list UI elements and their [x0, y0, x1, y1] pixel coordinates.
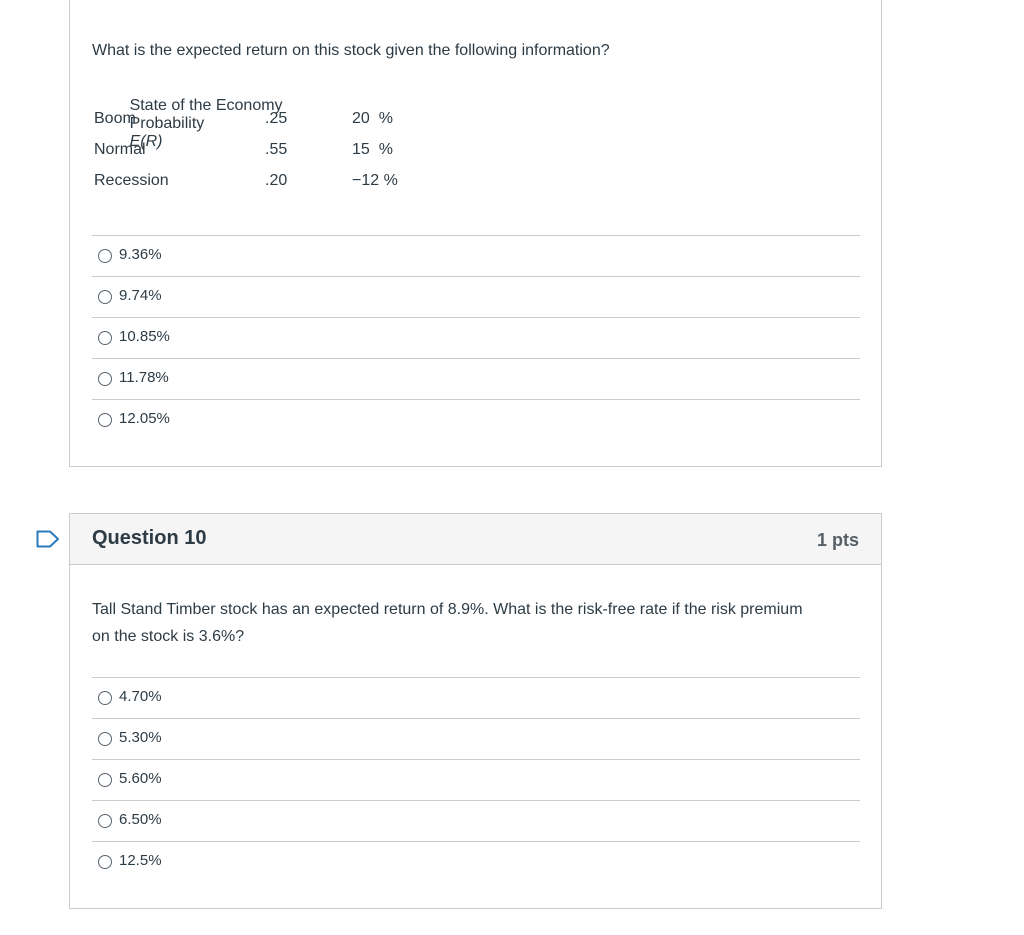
answer-option[interactable] [92, 276, 860, 317]
answer-label[interactable]: 11.78% [119, 369, 169, 386]
question-title: Question 10 [92, 527, 207, 549]
radio-icon[interactable] [98, 290, 112, 304]
radio-icon[interactable] [98, 249, 112, 263]
answer-label[interactable]: 5.60% [119, 770, 162, 787]
answer-option[interactable] [92, 841, 860, 882]
radio-icon[interactable] [98, 855, 112, 869]
header-state: State of the Economy Probability E(R) [129, 97, 283, 150]
radio-icon[interactable] [98, 331, 112, 345]
answer-option[interactable] [92, 718, 860, 759]
answer-label[interactable]: 12.5% [119, 852, 162, 869]
radio-icon[interactable] [98, 814, 112, 828]
answer-option[interactable] [92, 235, 860, 276]
answer-label[interactable]: 9.74% [119, 287, 162, 304]
radio-icon[interactable] [98, 413, 112, 427]
answer-label[interactable]: 10.85% [119, 328, 170, 345]
radio-icon[interactable] [98, 691, 112, 705]
answer-option[interactable] [92, 317, 860, 358]
answer-option[interactable] [92, 358, 860, 399]
answer-label[interactable]: 5.30% [119, 729, 162, 746]
answer-option[interactable] [92, 800, 860, 841]
question-10-text: Tall Stand Timber stock has an expected return of 8.9%. What is the risk-free rate if the risk premium on the stock is 3.6%? [92, 601, 803, 645]
question-10-answers [92, 677, 860, 882]
question-9-answers [92, 235, 860, 440]
radio-icon[interactable] [98, 732, 112, 746]
question-10-card [69, 513, 882, 909]
answer-option[interactable] [92, 759, 860, 800]
radio-icon[interactable] [98, 773, 112, 787]
question-points: 1 pts [816, 530, 859, 550]
answer-label[interactable]: 4.70% [119, 688, 162, 705]
answer-label[interactable]: 12.05% [119, 410, 170, 427]
answer-option[interactable] [92, 399, 860, 440]
radio-icon[interactable] [98, 372, 112, 386]
bookmark-flag-icon[interactable] [36, 530, 60, 548]
answer-option[interactable] [92, 677, 860, 718]
question-9-card: What is the expected return on this stock given the following information? State of the Economy Probability E(R) Boom .25 20 % Normal .55 15 % Recession .20 −12 % 9.36% 9.74% 10.85% 11.78% 12.05% [69, 0, 882, 467]
answer-label[interactable]: 6.50% [119, 811, 162, 828]
question-9-text: What is the expected return on this stock given the following information? [92, 42, 610, 59]
answer-label[interactable]: 9.36% [119, 246, 162, 263]
question-header [70, 514, 881, 565]
